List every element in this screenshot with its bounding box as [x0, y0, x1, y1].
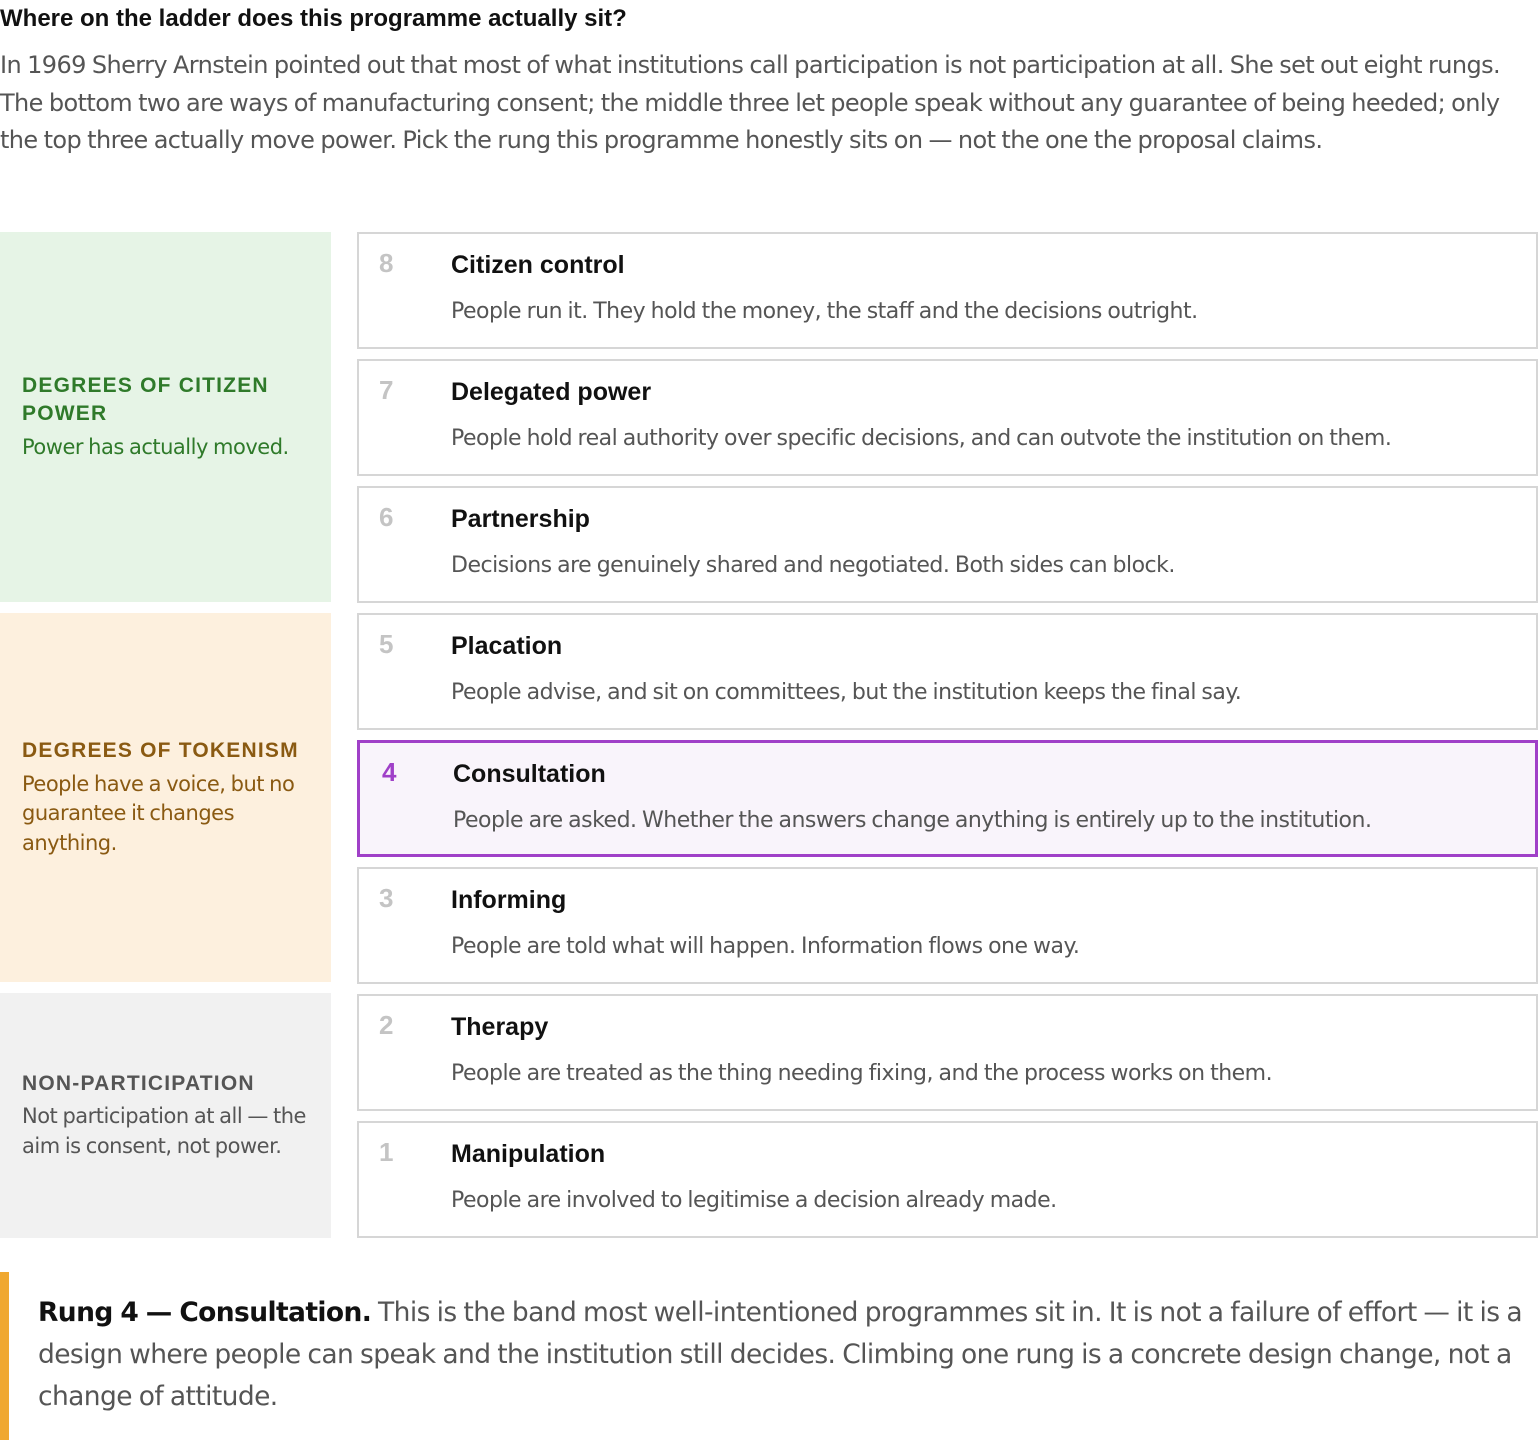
band-tokenism	[0, 613, 331, 982]
selected-rung-callout	[0, 1272, 1539, 1440]
rung-description: People run it. They hold the money, the staff and the decisions outright.	[451, 299, 1198, 324]
rung-name: Partnership	[451, 505, 590, 533]
rung-description: People are asked. Whether the answers change anything is entirely up to the institution.	[453, 808, 1372, 833]
rung-option-5[interactable]	[357, 613, 1538, 730]
callout-heading: Rung 4 — Consultation.	[38, 1297, 372, 1328]
rung-option-6[interactable]	[357, 486, 1538, 603]
rung-option-3[interactable]	[357, 867, 1538, 984]
band-citizen-power	[0, 232, 331, 602]
rung-description: Decisions are genuinely shared and negotiated. Both sides can block.	[451, 553, 1175, 578]
callout-body: This is the band most well-intentioned programmes sit in. It is not a failure of effort — it is a design where people can speak and the institution still decides. Climbing one rung is a concrete design change, not a change of attitude.	[38, 1297, 1522, 1412]
intro-paragraph: In 1969 Sherry Arnstein pointed out that most of what institutions call participation is not participation at all. She set out eight rungs. The bottom two are ways of manufacturing consent; the middle three let people speak without any guarantee of being heeded; only the top three actually move power. Pick the rung this programme honestly sits on — not the one the proposal claims.	[0, 51, 1501, 154]
rung-option-4[interactable]	[357, 740, 1538, 857]
band-title: DEGREES OF CITIZEN POWER	[22, 373, 269, 426]
rung-number: 8	[379, 248, 394, 278]
rung-option-8[interactable]	[357, 232, 1538, 349]
rung-number: 5	[379, 629, 394, 659]
band-title: NON-PARTICIPATION	[22, 1071, 255, 1095]
rung-name: Informing	[451, 886, 567, 914]
rung-number: 2	[379, 1010, 394, 1040]
band-non-participation	[0, 993, 331, 1238]
rung-description: People are involved to legitimise a decision already made.	[451, 1188, 1057, 1213]
rung-option-1[interactable]	[357, 1121, 1538, 1238]
rung-name: Delegated power	[451, 378, 652, 406]
page-title: Where on the ladder does this programme actually sit?	[0, 5, 627, 32]
band-description: Power has actually moved.	[22, 434, 289, 459]
rung-description: People are treated as the thing needing fixing, and the process works on them.	[451, 1061, 1273, 1086]
rung-number: 1	[379, 1137, 394, 1167]
band-description: People have a voice, but no guarantee it changes anything.	[22, 771, 295, 855]
rung-name: Placation	[451, 632, 563, 660]
rung-name: Consultation	[453, 760, 606, 788]
rung-option-2[interactable]	[357, 994, 1538, 1111]
rung-description: People advise, and sit on committees, but the institution keeps the final say.	[451, 680, 1242, 705]
rung-description: People hold real authority over specific decisions, and can outvote the institution on them.	[451, 426, 1392, 451]
band-title: DEGREES OF TOKENISM	[22, 739, 299, 762]
rung-name: Citizen control	[451, 251, 625, 279]
rung-name: Manipulation	[451, 1140, 606, 1168]
rung-name: Therapy	[451, 1013, 549, 1041]
rung-number: 4	[382, 757, 397, 787]
rung-number: 6	[379, 502, 394, 532]
rung-option-7[interactable]	[357, 359, 1538, 476]
rung-number: 7	[379, 375, 394, 405]
band-description: Not participation at all — the aim is consent, not power.	[22, 1104, 306, 1158]
rung-number: 3	[379, 883, 394, 913]
rung-description: People are told what will happen. Information flows one way.	[451, 934, 1080, 959]
ladder-rung-list	[357, 232, 1538, 1248]
